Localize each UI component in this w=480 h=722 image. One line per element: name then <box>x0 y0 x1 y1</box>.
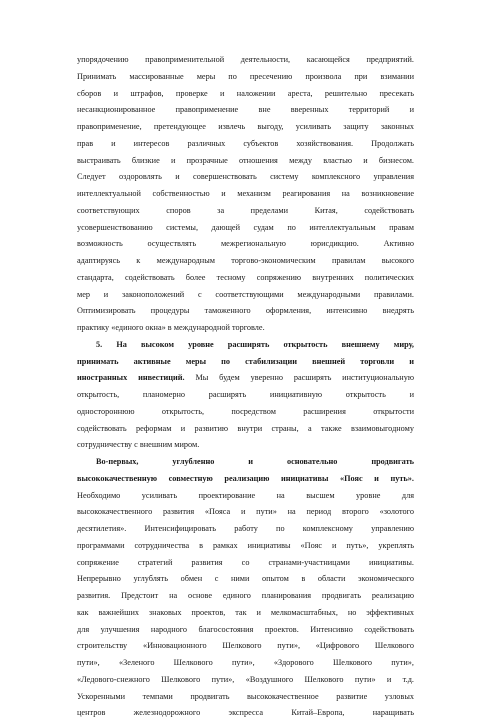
text-line: правоприменение, претендующее извлечь выгоду, усиливать защиту законных <box>77 122 414 131</box>
text-line: соответствующих споров за пределами Китая, содействовать <box>77 205 414 215</box>
text-line: практику «единого окна» в международной торговле. <box>77 323 265 332</box>
text-line: возможность осуществлять межрегиональную юрисдикцию. Активно <box>77 239 414 249</box>
text-segment: иностранных инвестиций. <box>77 373 185 383</box>
text-line <box>77 370 414 387</box>
text-line: программами сотрудничества в рамках инициативы «Пояс и путь», укреплять <box>77 540 414 550</box>
text-line: Ускоренными темпами продвигать высококачественное развитие узловых <box>77 691 414 701</box>
text-line: центров железнодорожного экспресса Китай–Европа, наращивать <box>77 708 414 718</box>
text-line: Непрерывно углублять обмен с ними опытом в области экономического <box>77 574 414 584</box>
text-line: открытость, планомерно расширять инициативную открытость и <box>77 390 414 399</box>
text-line: 5. На высоком уровне расширять открытость внешнему миру, <box>96 339 414 349</box>
text-line: десятилетия». Интенсифицировать работу по комплексному управлению <box>77 524 414 533</box>
text-line: сборов и штрафов, проверке и наложении ареста, решительно пресекать <box>77 88 414 98</box>
text-line: Необходимо усиливать проектирование на высшем уровне для <box>77 490 414 500</box>
text-line: одностороннюю открытость, посредством расширения открытости <box>77 406 414 416</box>
text-line: несанкционированное правоприменение вне вверенных территорий и <box>77 105 414 115</box>
text-line: пути», «Зеленого Шелкового пути», «Здорового Шелкового пути», <box>77 658 414 667</box>
text-line: прав и интересов различных субъектов хозяйствования. Продолжать <box>77 138 414 148</box>
text-line: сопряжение стратегий развития со странами-участницами инициативы. <box>77 557 414 567</box>
text-line: выстраивать близкие и прозрачные отношения между властью и бизнесом. <box>77 155 414 165</box>
text-line: принимать активные меры по стабилизации внешней торговли и <box>77 356 414 366</box>
text-line: «Ледового-снежного Шелкового пути», «Воздушного Шелкового пути» и т.д. <box>77 674 414 684</box>
text-line: для улучшения народного благосостояния проектов. Интенсивно содействовать <box>77 624 414 634</box>
document-body <box>77 52 414 722</box>
text-line: высококачественную совместную реализацию инициативы «Пояс и путь». <box>77 473 414 483</box>
text-line: мер и законоположений с соответствующими международными правилами. <box>77 289 414 299</box>
text-line: адаптируясь к международным торгово-экономическим правилам высокого <box>77 256 414 265</box>
text-line: Принимать массированные меры по пресечению произвола при взимании <box>77 71 414 81</box>
text-line: как важнейших знаковых проектов, так и мелкомасштабных, но эффективных <box>77 607 414 617</box>
text-line: высококачественного развития «Пояса и пути» на период второго «золотого <box>77 507 414 517</box>
text-line: содействовать реформам и развитию внутри страны, а также взаимовыгодному <box>77 423 414 433</box>
text-line: сотрудничеству с внешним миром. <box>77 440 200 450</box>
text-line: строительству «Инновационного Шелкового пути», «Цифрового Шелкового <box>77 641 414 651</box>
text-segment: Мы будем уверенно расширять институциональную <box>184 373 415 383</box>
text-line: Следует оздоровлять и совершенствовать систему комплексного управления <box>77 172 414 182</box>
text-line: интеллектуальной собственностью и механизм реагирования на возникновение <box>77 189 414 198</box>
text-line: Во-первых, углубленно и основательно продвигать <box>96 457 414 466</box>
text-line: стандарта, содействовать более тесному сопряжению внутренних политических <box>77 272 414 282</box>
text-line: развития. Предстоит на основе единого планирования продвигать реализацию <box>77 591 414 600</box>
text-line: упорядочению правоприменительной деятельности, касающейся предприятий. <box>77 55 414 64</box>
text-line: Оптимизировать процедуры таможенного оформления, интенсивно внедрять <box>77 306 414 316</box>
text-line: усовершенствованию системы, дающей судам по интеллектуальным правам <box>77 222 414 232</box>
